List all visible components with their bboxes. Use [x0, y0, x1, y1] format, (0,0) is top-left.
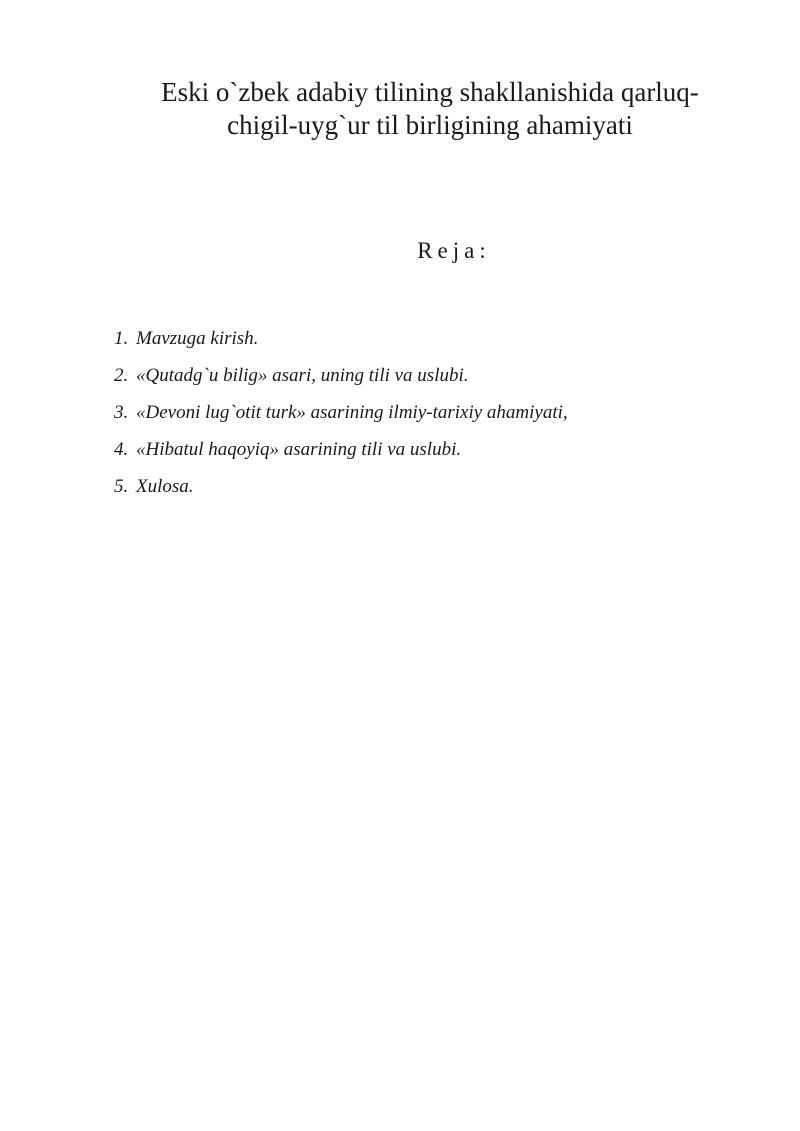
plan-item-number: 3.	[114, 402, 129, 423]
plan-item-number: 5.	[114, 476, 129, 497]
plan-item	[114, 394, 568, 431]
plan-item	[114, 431, 568, 468]
plan-item-number: 4.	[114, 439, 129, 460]
plan-item-text: «Hibatul haqoyiq» asarining tili va uslubi.	[136, 439, 462, 460]
plan-item-text: Mavzuga kirish.	[136, 328, 259, 349]
plan-item-text: Xulosa.	[136, 476, 194, 497]
plan-item	[114, 320, 568, 357]
document-title	[110, 76, 750, 142]
plan-item	[114, 468, 568, 505]
plan-item	[114, 357, 568, 394]
title-line-1: Eski o`zbek adabiy tilining shakllanishida qarluq-	[161, 77, 699, 107]
plan-item-text: «Devoni lug`otit turk» asarining ilmiy-tarixiy ahamiyati,	[136, 402, 568, 423]
plan-list	[114, 320, 568, 505]
title-line-2: chigil-uyg`ur til birligining ahamiyati	[227, 110, 633, 140]
plan-heading: Reja:	[417, 238, 491, 263]
plan-item-number: 1.	[114, 328, 129, 349]
plan-item-number: 2.	[114, 365, 129, 386]
plan-item-text: «Qutadg`u bilig» asari, uning tili va uslubi.	[136, 365, 469, 386]
